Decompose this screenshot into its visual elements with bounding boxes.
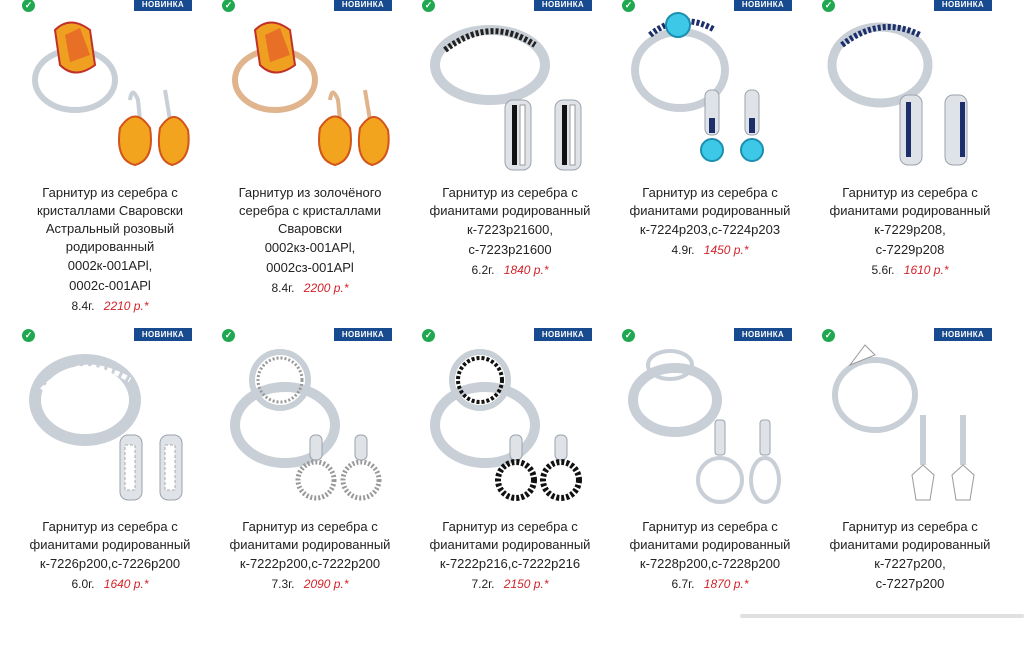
- product-article: с-7229р208: [875, 242, 945, 257]
- product-image[interactable]: [420, 340, 595, 510]
- product-image[interactable]: [20, 340, 195, 510]
- product-weight: 6.2г.: [471, 263, 495, 277]
- product-article: с-7227р200: [875, 576, 945, 591]
- new-badge: НОВИНКА: [134, 328, 192, 341]
- in-stock-check-icon: ✓: [22, 0, 35, 12]
- product-card[interactable]: [610, 330, 810, 660]
- product-article: к-7229р208,: [874, 222, 946, 237]
- product-price: 2200 р.*: [303, 281, 349, 295]
- product-article: 0002сз-001APl: [266, 260, 354, 275]
- product-row: [10, 330, 1010, 660]
- product-meta: [20, 574, 200, 594]
- product-image[interactable]: [620, 10, 795, 180]
- product-article: 0002с-001APl: [69, 278, 151, 293]
- product-title[interactable]: Гарнитур из золочёного серебра с кристаллами Сваровски: [238, 185, 382, 236]
- product-price: 1450 р.*: [703, 243, 749, 257]
- product-price: 2090 р.*: [303, 577, 349, 591]
- new-badge: НОВИНКА: [534, 0, 592, 11]
- product-title[interactable]: Гарнитур из серебра с фианитами родированный: [229, 519, 391, 552]
- product-article: к-7223р21600,: [467, 222, 553, 237]
- product-card[interactable]: [810, 0, 1010, 330]
- product-article: к-7224р203,с-7224р203: [639, 222, 781, 237]
- product-meta: [620, 574, 800, 594]
- product-title-block[interactable]: [420, 184, 600, 280]
- product-title-block[interactable]: [20, 184, 200, 316]
- product-meta: [220, 574, 400, 594]
- product-title-block[interactable]: [820, 518, 1000, 594]
- product-card[interactable]: [410, 330, 610, 660]
- product-weight: 7.2г.: [471, 577, 495, 591]
- product-weight: 6.7г.: [671, 577, 695, 591]
- product-card[interactable]: [210, 0, 410, 330]
- new-badge: НОВИНКА: [334, 328, 392, 341]
- product-card[interactable]: [210, 330, 410, 660]
- product-image[interactable]: [620, 340, 795, 510]
- in-stock-check-icon: ✓: [222, 329, 235, 342]
- product-price: 1870 р.*: [703, 577, 749, 591]
- product-article: к-7222р216,с-7222р216: [439, 556, 581, 571]
- product-article: к-7226р200,с-7226р200: [39, 556, 181, 571]
- product-card[interactable]: [610, 0, 810, 330]
- product-price: 1840 р.*: [503, 263, 549, 277]
- product-image[interactable]: [420, 10, 595, 180]
- product-article: к-7228р200,с-7228р200: [639, 556, 781, 571]
- product-article: 0002кз-001APl,: [264, 240, 356, 255]
- product-title[interactable]: Гарнитур из серебра с фианитами родированный: [429, 185, 591, 218]
- product-title[interactable]: Гарнитур из серебра с фианитами родированный: [629, 519, 791, 552]
- new-badge: НОВИНКА: [134, 0, 192, 11]
- new-badge: НОВИНКА: [534, 328, 592, 341]
- product-weight: 6.0г.: [71, 577, 95, 591]
- product-title[interactable]: Гарнитур из серебра с фианитами родированный: [629, 185, 791, 218]
- product-weight: 8.4г.: [71, 299, 95, 313]
- in-stock-check-icon: ✓: [422, 329, 435, 342]
- product-article: к-7222р200,с-7222р200: [239, 556, 381, 571]
- product-title-block[interactable]: [20, 518, 200, 594]
- new-badge: НОВИНКА: [334, 0, 392, 11]
- product-image[interactable]: [220, 10, 395, 180]
- product-weight: 8.4г.: [271, 281, 295, 295]
- product-title[interactable]: Гарнитур из серебра с фианитами родированный: [29, 519, 191, 552]
- product-price: 1640 р.*: [103, 577, 149, 591]
- product-grid: [10, 0, 1010, 660]
- product-article: к-7227р200,: [874, 556, 946, 571]
- new-badge: НОВИНКА: [934, 328, 992, 341]
- product-article: с-7223р21600: [468, 242, 552, 257]
- in-stock-check-icon: ✓: [822, 329, 835, 342]
- product-title-block[interactable]: [820, 184, 1000, 280]
- product-card[interactable]: [10, 330, 210, 660]
- product-meta: [420, 574, 600, 594]
- in-stock-check-icon: ✓: [622, 329, 635, 342]
- product-image[interactable]: [820, 10, 995, 180]
- product-card[interactable]: [10, 0, 210, 330]
- product-card[interactable]: [410, 0, 610, 330]
- product-meta: [20, 296, 200, 316]
- product-meta: [420, 260, 600, 280]
- product-price: 2150 р.*: [503, 577, 549, 591]
- new-badge: НОВИНКА: [734, 0, 792, 11]
- horizontal-scrollbar[interactable]: [740, 614, 1024, 618]
- product-title-block[interactable]: [420, 518, 600, 594]
- new-badge: НОВИНКА: [934, 0, 992, 11]
- product-image[interactable]: [220, 340, 395, 510]
- product-card[interactable]: [810, 330, 1010, 660]
- product-price: 2210 р.*: [103, 299, 149, 313]
- product-weight: 5.6г.: [871, 263, 895, 277]
- product-title-block[interactable]: [220, 518, 400, 594]
- product-meta: [620, 240, 800, 260]
- product-title[interactable]: Гарнитур из серебра с фианитами родированный: [429, 519, 591, 552]
- product-title-block[interactable]: [620, 518, 800, 594]
- in-stock-check-icon: ✓: [422, 0, 435, 12]
- in-stock-check-icon: ✓: [222, 0, 235, 12]
- product-title[interactable]: Гарнитур из серебра с кристаллами Сваровски Астральный розовый родированный: [37, 185, 183, 254]
- new-badge: НОВИНКА: [734, 328, 792, 341]
- in-stock-check-icon: ✓: [822, 0, 835, 12]
- product-image[interactable]: [20, 10, 195, 180]
- product-weight: 7.3г.: [271, 577, 295, 591]
- product-title-block[interactable]: [220, 184, 400, 298]
- in-stock-check-icon: ✓: [622, 0, 635, 12]
- product-weight: 4.9г.: [671, 243, 695, 257]
- product-title[interactable]: Гарнитур из серебра с фианитами родированный: [829, 519, 991, 552]
- product-row: [10, 0, 1010, 330]
- product-meta: [220, 278, 400, 298]
- in-stock-check-icon: ✓: [22, 329, 35, 342]
- product-article: 0002к-001APl,: [67, 258, 153, 273]
- product-title-block[interactable]: [620, 184, 800, 260]
- product-meta: [820, 260, 1000, 280]
- product-image[interactable]: [820, 340, 995, 510]
- product-price: 1610 р.*: [903, 263, 949, 277]
- product-title[interactable]: Гарнитур из серебра с фианитами родированный: [829, 185, 991, 218]
